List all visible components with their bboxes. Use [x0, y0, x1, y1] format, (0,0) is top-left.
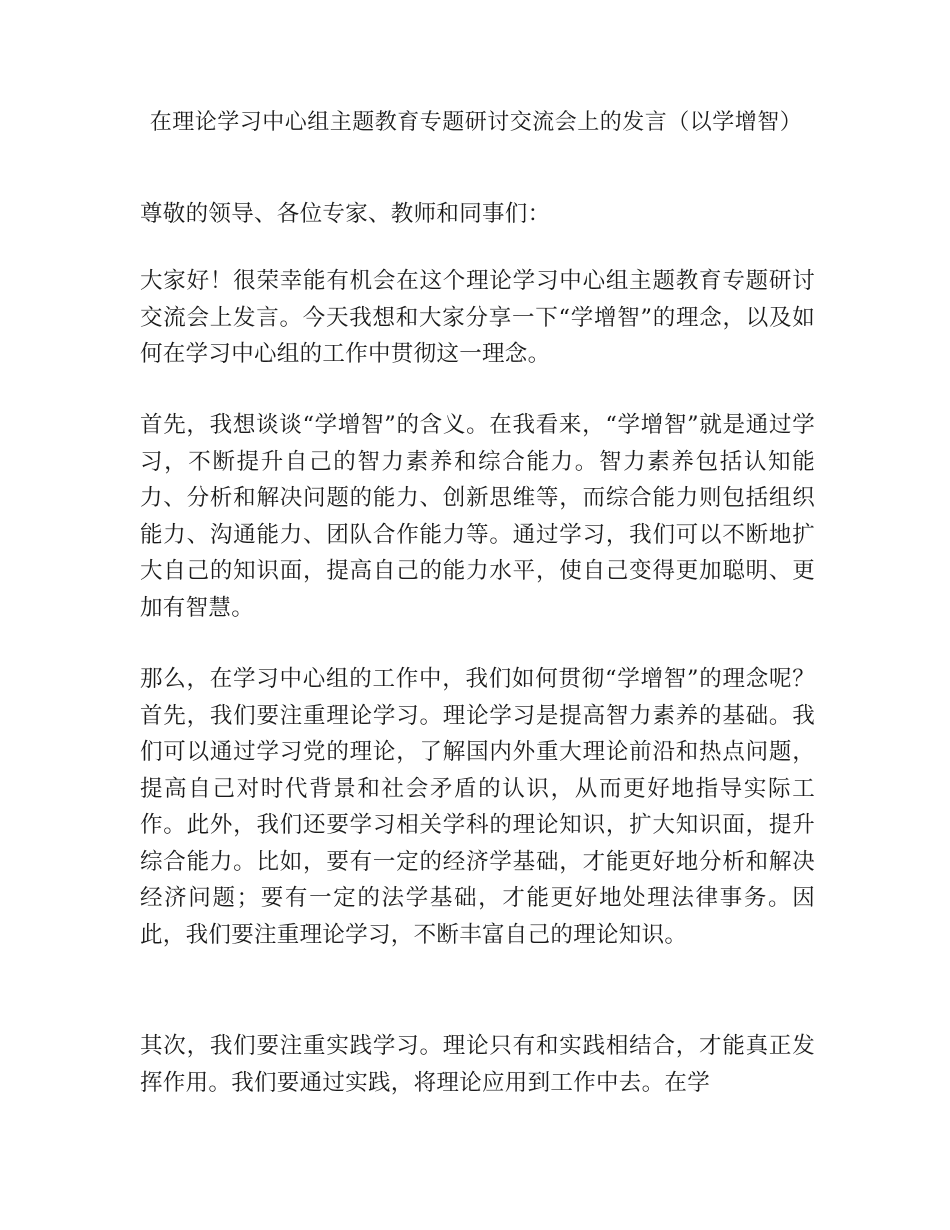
document-title: 在理论学习中心组主题教育专题研讨交流会上的发言（以学增智） — [149, 110, 803, 135]
paragraph-practice-study: 其次，我们要注重实践学习。理论只有和实践相结合，才能真正发挥作用。我们要通过实践，将理论应用到工作中去。在学 — [140, 1033, 815, 1096]
paragraph-greeting: 大家好！很荣幸能有机会在这个理论学习中心组主题教育专题研讨交流会上发言。今天我想和大家分享一下“学增智”的理念，以及如何在学习中心组的工作中贯彻这一理念。 — [140, 268, 815, 367]
paragraph-meaning: 首先，我想谈谈“学增智”的含义。在我看来，“学增智”就是通过学习，不断提升自己的智力素养和综合能力。智力素养包括认知能力、分析和解决问题的能力、创新思维等，而综合能力则包括组织能力、沟通能力、团队合作能力等。通过学习，我们可以不断地扩大自己的知识面，提高自己的能力水平，使自己变得更加聪明、更加有智慧。 — [140, 412, 815, 621]
salutation: 尊敬的领导、各位专家、教师和同事们： — [140, 201, 551, 227]
paragraph-theory-study: 那么，在学习中心组的工作中，我们如何贯彻“学增智”的理念呢？首先，我们要注重理论学习。理论学习是提高智力素养的基础。我们可以通过学习党的理论，了解国内外重大理论前沿和热点问题，提高自己对时代背景和社会矛盾的认识，从而更好地指导实际工作。此外，我们还要学习相关学科的理论知识，扩大知识面，提升综合能力。比如，要有一定的经济学基础，才能更好地分析和解决经济问题；要有一定的法学基础，才能更好地处理法律事务。因此，我们要注重理论学习，不断丰富自己的理论知识。 — [140, 666, 815, 948]
